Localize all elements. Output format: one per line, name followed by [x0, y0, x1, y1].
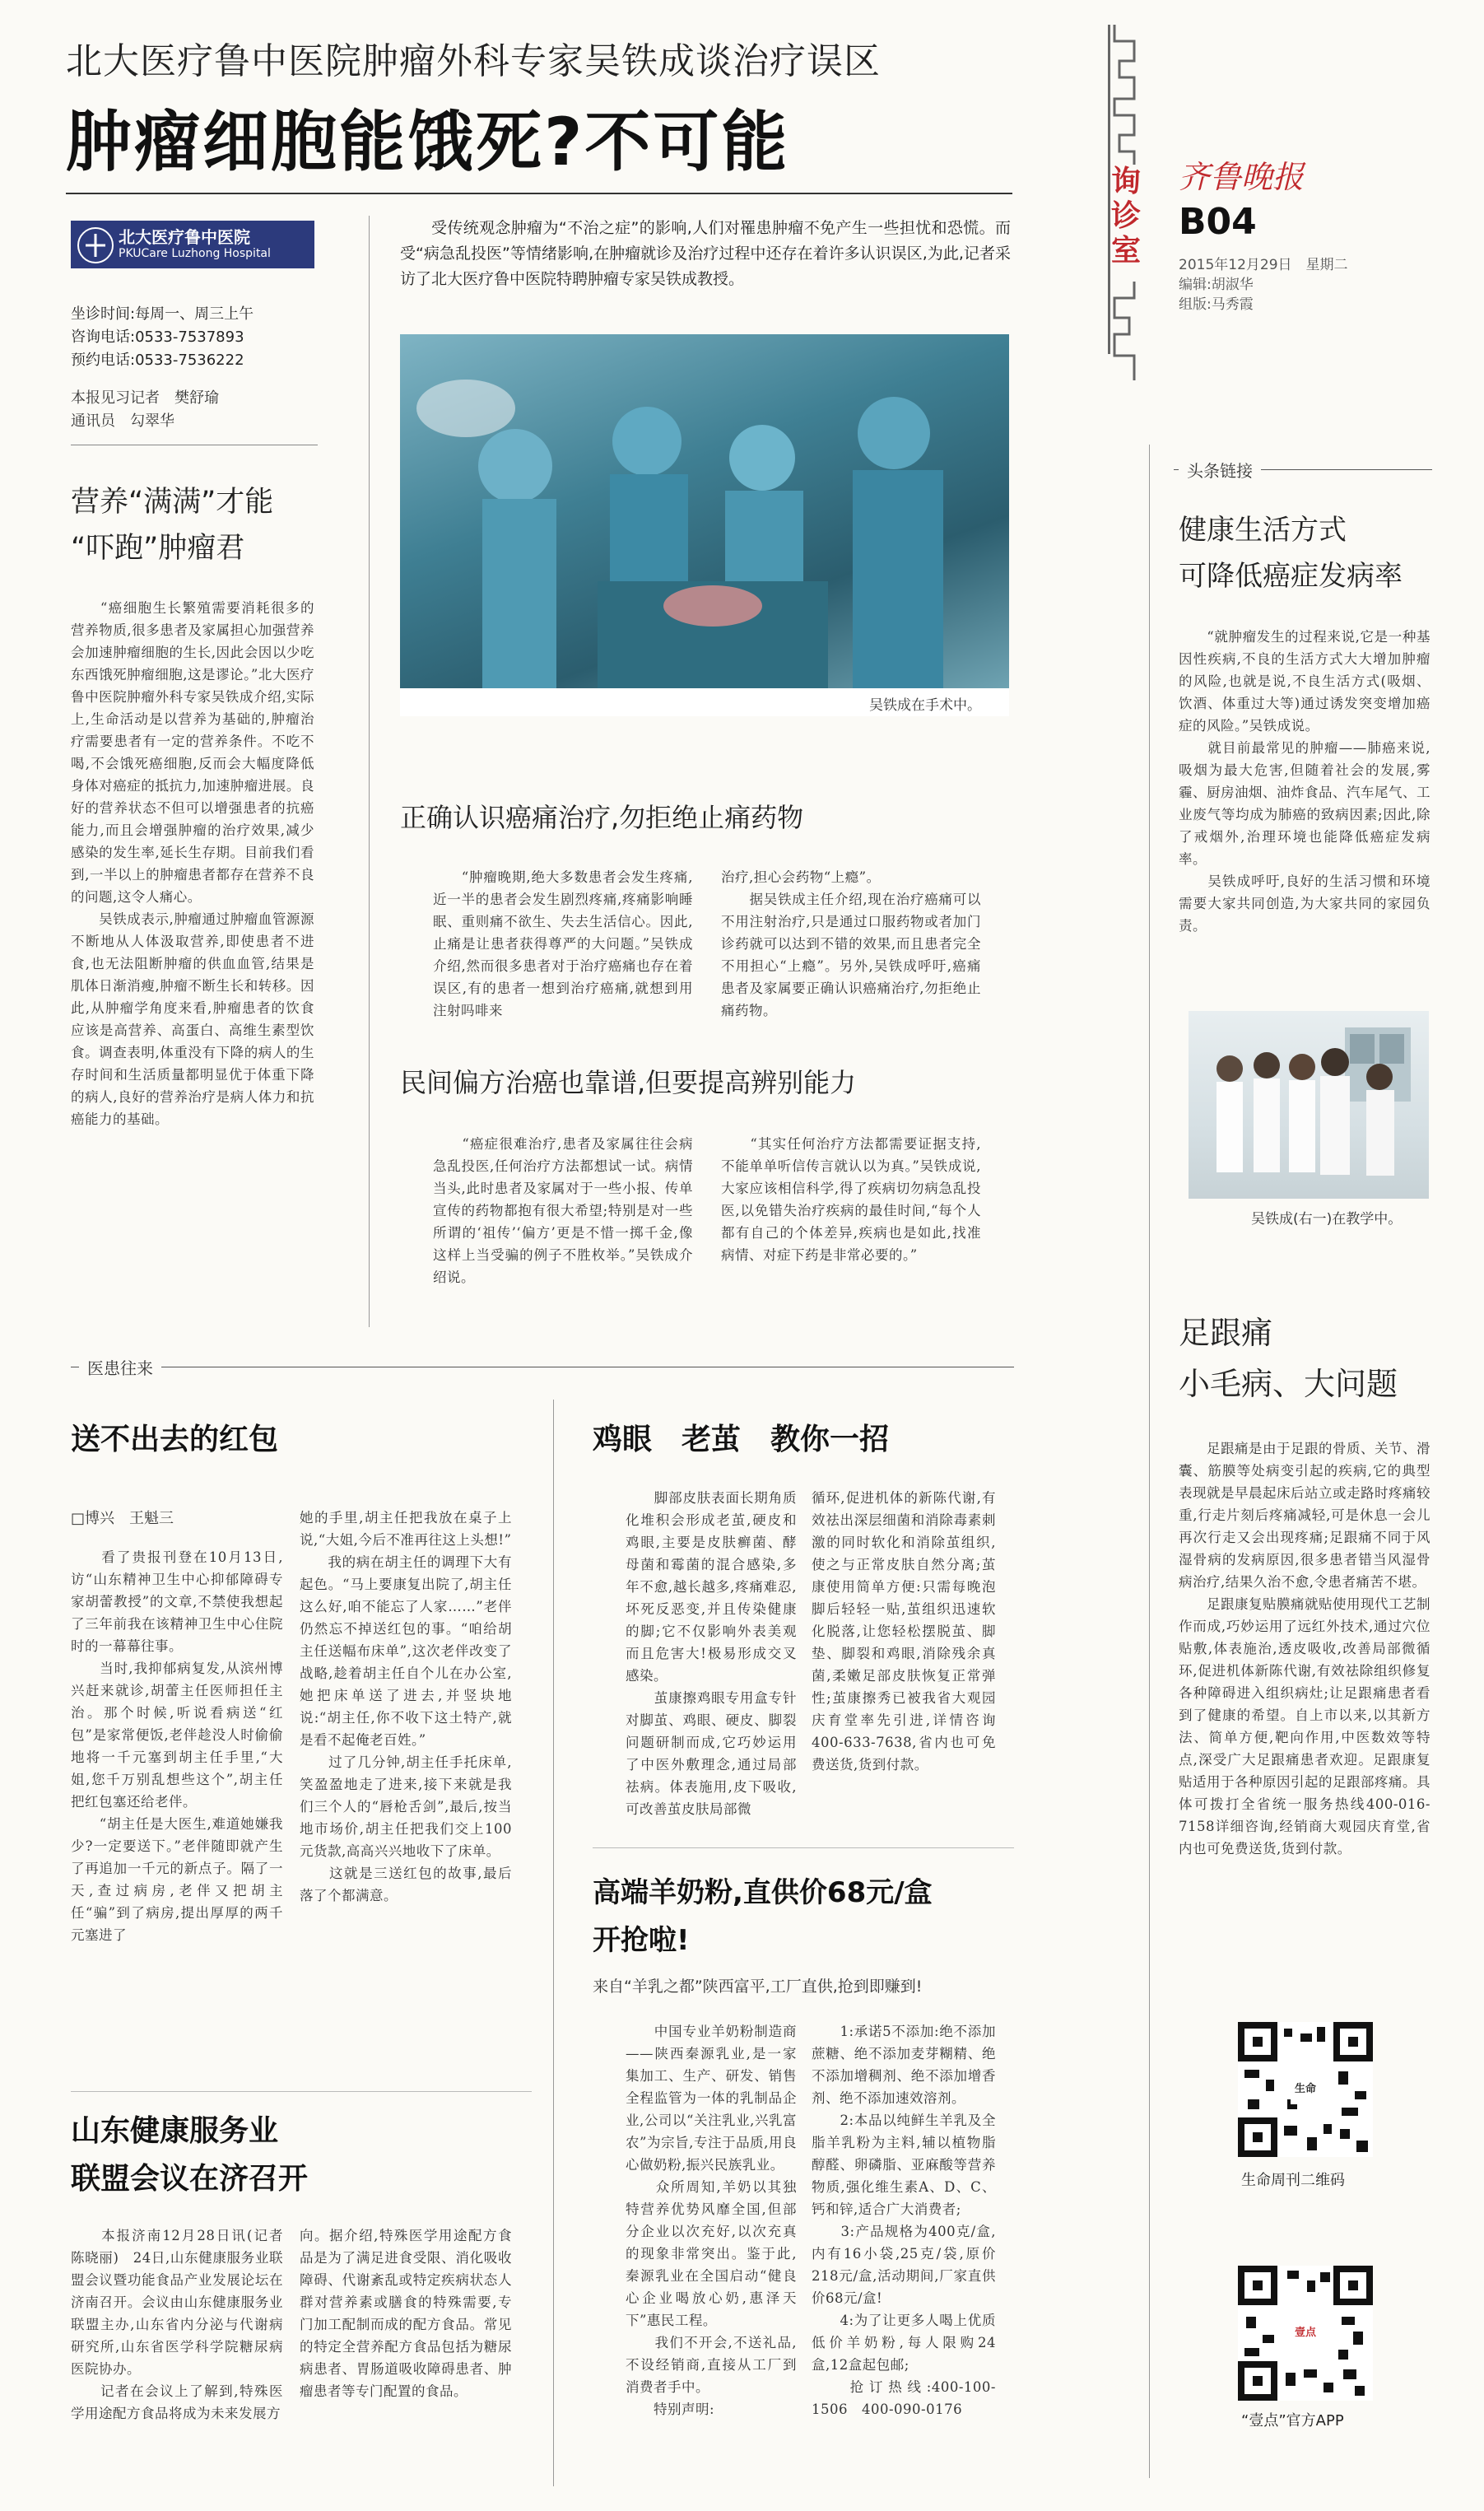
lead-paragraph: 受传统观念肿瘤为“不治之症”的影响,人们对罹患肿瘤不免产生一些担忧和恐慌。而受“病急乱投医”等情绪影响,在肿瘤就诊及治疗过程中还存在着许多认识误区,为此,记者采访了北大医疗鲁中医院特聘肿瘤专家吴铁成教授。: [400, 219, 1011, 288]
surgery-photo-caption: 吴铁成在手术中。: [869, 697, 981, 714]
section1-title: [71, 479, 273, 571]
section3-title: 民间偏方治癌也靠谱,但要提高辨别能力: [400, 1067, 857, 1098]
section1-title-line2: “吓跑”肿瘤君: [71, 532, 245, 565]
section2-col1: “肿瘤晚期,绝大多数患者会发生疼痛,近一半的患者会发生剧烈疼痛,疼痛影响睡眠、重则痛不欲生、失去生活信心。因此,止痛是让患者获得尊严的大问题。”吴铁成介绍,然而很多患者对于治疗癌痛也存在着误区,有的患者一想到治疗癌痛,就想到用注射吗啡来: [433, 869, 693, 1018]
qr-app-logo-icon: 壹点: [1289, 2318, 1322, 2348]
sidebar-article1-title-line2: 可降低癌症发病率: [1179, 560, 1403, 593]
story1-col2: 她的手里,胡主任把我放在桌子上说,“大姐,今后不准再往这上头想!” 我的病在胡主任的调理下大有起色。“马上要康复出院了,胡主任这么好,咱不能忘了人家……”老伴仍然忘不掉送红包的事。“咱给胡主任送幅布床单”,这次老伴改变了战略,趁着胡主任自个儿在办公室,她把床单送了进去,并竖块地说:“胡主任,你不收下这土特产,就是看不起俺老百姓。” 过了几分钟,胡主任手托床单,笑盈盈地走了进来,接下来就是我们三个人的“唇枪舌剑”,最后,按当地市场价,胡主任把我们交上100元货款,高高兴兴地收下了床单。 这就是三送红包的故事,最后落了个都满意。: [300, 1510, 512, 1903]
sidebar-article2-title-line1: 足跟痛: [1179, 1315, 1273, 1351]
section1-body: “癌细胞生长繁殖需要消耗很多的营养物质,很多患者及家属担心加强营养会加速肿瘤细胞的生长,因此会因以少吃东西饿死肿瘤细胞,这是谬论。”北大医疗鲁中医院肿瘤外科专家吴铁成介绍,实际上,生命活动是以营养为基础的,肿瘤治疗需要患者有一定的营养条件。不吃不喝,不会饿死癌细胞,反而会大幅度降低身体对癌症的抵抗力,加速肿瘤进展。良好的营养状态不但可以增强患者的抗癌能力,而且会增强肿瘤的治疗效果,减少感染的发生率,延长生存期。目前我们看到,一半以上的肿瘤患者都存在营养不良的问题,这令人痛心。 吴铁成表示,肿瘤通过肿瘤血管源源不断地从人体汲取营养,即使患者不进食,也无法阻断肿瘤的供血血管,结果是肌体日渐消瘦,肿瘤不断生长和转移。因此,从肿瘤学角度来看,肿瘤患者的饮食应该是高营养、高蛋白、高维生素型饮食。调查表明,体重没有下降的病人的生存时间和生活质量都明显优于体重下降的病人,良好的营养治疗是病人体力和抗癌能力的基础。: [71, 600, 314, 1127]
teaching-photo-caption: 吴铁成(右一)在教学中。: [1251, 1211, 1403, 1228]
story2-col1: 本报济南12月28日讯(记者 陈晓丽) 24日,山东健康服务业联盟会议暨功能食品产业发展论坛在济南召开。会议由山东健康服务业联盟主办,山东省内分泌与代谢病研究所,山东省医学科学院糖尿病医院协办。 记者在会议上了解到,特殊医学用途配方食品将成为未来发展方: [71, 2228, 283, 2421]
bottom-tab-label: 医患往来: [79, 1355, 161, 1379]
page-number: B04: [1179, 201, 1257, 243]
story2-title: 山东健康服务业 联盟会议在济召开: [71, 2114, 309, 2196]
section2-col2: 治疗,担心会药物“上瘾”。 据吴铁成主任介绍,现在治疗癌痛可以不用注射治疗,只是通过口服药物或者加门诊药就可以达到不错的效果,而且患者完全不用担心“上瘾”。另外,吴铁成呼吁,癌痛患者及家属要正确认识癌痛治疗,勿拒绝止痛药物。: [721, 869, 981, 1018]
qr-app-caption: “壹点”官方APP: [1241, 2412, 1344, 2429]
layout-editor: 组版:马秀霞: [1179, 296, 1254, 313]
clinic-info: [71, 303, 254, 372]
story3-col2: 循环,促进机体的新陈代谢,有效祛出深层细菌和消除毒素刺激的同时软化和消除茧组织,使之与正常皮肤自然分离;茧康使用简单方便:只需每晚泡脚后轻轻一贴,茧组织迅速软化脱落,让您轻松摆脱茧、脚垫、脚裂和鸡眼,消除残余真菌,柔嫩足部皮肤恢复正常弹性;茧康擦秀已被我省大观园庆育堂率先引进,详情咨询400-633-7638,省内也可免费送货,货到付款。: [812, 1490, 996, 1773]
story4-col2: 1:承诺5不添加:绝不添加蔗糖、绝不添加麦芽糊精、绝不添加增稠剂、绝不添加增香剂、绝不添加速效溶剂。 2:本品以纯鲜生羊乳及全脂羊乳粉为主料,辅以植物脂醇醛、卵磷脂、亚麻酸等营养物质,强化维生素A、D、C、钙和锌,适合广大消费者; 3:产品规格为400克/盒,内有16小袋,25克/袋,原价218元/盒,活动期间,厂家直供价68元/盒! 4:为了让更多人喝上优质低价羊奶粉,每人限购24盒,12盒起包邮; 抢订热线:400-100-1506 400-090-0176: [812, 2024, 996, 2417]
editor: 编辑:胡淑华: [1179, 277, 1254, 293]
hospital-logo-text: 北大医疗鲁中医院: [119, 227, 250, 247]
qr-weekly-logo-icon: 生命: [1291, 2075, 1320, 2104]
hospital-logo-sub: PKUCare Luzhong Hospital: [119, 247, 271, 260]
sidebar-article1-title-line1: 健康生活方式: [1179, 514, 1347, 547]
hospital-logo: [71, 221, 314, 268]
headline-rule: [66, 193, 1012, 194]
story4-col1: 中国专业羊奶粉制造商——陕西秦源乳业,是一家集加工、生产、研发、销售全程监管为一体的乳制品企业,公司以“关注乳业,兴乳富农”为宗旨,专注于品质,用良心做奶粉,振兴民族乳业。 众所周知,羊奶以其独特营养优势风靡全国,但部分企业以次充好,以次充真的现象非常突出。鉴于此,秦源乳业在全国启动“健良心企业喝放心奶,惠泽天下”惠民工程。 我们不开会,不送礼品,不设经销商,直接从工厂到消费者手中。 特别声明:: [626, 2024, 797, 2417]
section2-title: 正确认识癌痛治疗,勿拒绝止痛药物: [400, 802, 804, 833]
byline-reporter: 本报见习记者 樊舒瑜: [71, 389, 219, 407]
sidebar-article1-body: “就肿瘤发生的过程来说,它是一种基因性疾病,不良的生活方式大大增加肿瘤的风险,也就是说,不良生活方式(吸烟、饮酒、体重过大等)通过诱发突变增加癌症的风险。”吴铁成说。 就目前最常见的肿瘤——肺癌来说,吸烟为最大危害,但随着社会的发展,雾霾、厨房油烟、油炸食品、汽车尾气、工业废气等均成为肺癌的致病因素;因此,除了戒烟外,治理环境也能降低癌症发病率。 吴铁成呼吁,良好的生活习惯和环境需要大家共同创造,为大家共同的家园负责。: [1179, 629, 1431, 934]
clinic-hours: 坐诊时间:每周一、周三上午: [71, 305, 254, 323]
surgery-photo: [400, 334, 1009, 688]
story4-title: 高端羊奶粉,直供价68元/盒 开抢啦!: [593, 1876, 933, 1957]
section3-col2: “其实任何治疗方法都需要证据支持,不能单单听信传言就认以为真。”吴铁成说,大家应该相信科学,得了疾病切勿病急乱投医,以免错失治疗疾病的最佳时间,“每个人都有自己的个体差异,疾病也是如此,找准病情、对症下药是非常必要的。”: [721, 1136, 981, 1263]
story2-col2: 向。据介绍,特殊医学用途配方食品是为了满足进食受限、消化吸收障碍、代谢紊乱或特定疾病状态人群对营养素或膳食的特殊需要,专门加工配制而成的配方食品。常见的特定全营养配方食品包括为糖尿病患者、胃肠道吸收障碍患者、肿瘤患者等专门配置的食品。: [300, 2228, 512, 2399]
kicker: 北大医疗鲁中医院肿瘤外科专家吴铁成谈治疗误区: [66, 40, 881, 82]
consult-phone: 咨询电话:0533-7537893: [71, 328, 244, 346]
story1-col1: 看了贵报刊登在10月13日,访“山东精神卫生中心抑郁障碍专家胡蕾教授”的文章,不禁使我想起了三年前我在该精神卫生中心住院时的一幕幕往事。 当时,我抑郁病复发,从滨州博兴赶来就诊,胡蕾主任医师担任主治。那个时候,听说看病送“红包”是家常便饭,老伴趁没人时偷偷地将一千元塞到胡主任手里,“大姐,您千万别乱想些这个”,胡主任把红包塞还给老伴。 “胡主任是大医生,难道她嫌我少?一定要送下。”老伴随即就产生了再追加一千元的新点子。隔了一天,查过病房,老伴又把胡主任“骗”到了病房,提出厚厚的两千元塞进了: [71, 1549, 283, 1943]
story1-title: 送不出去的红包: [71, 1423, 279, 1456]
sidebar-article1-title: [1179, 507, 1403, 599]
masthead-ornament-bottom: [1113, 282, 1137, 380]
issue-date: 2015年12月29日 星期二: [1179, 257, 1348, 273]
story1-byline: □博兴 王魁三: [71, 1510, 174, 1527]
qr-code-app[interactable]: [1238, 2266, 1373, 2401]
qr-code-weekly[interactable]: [1238, 2022, 1373, 2157]
sidebar-article2-title: [1179, 1307, 1398, 1409]
hospital-emblem-icon: [77, 227, 114, 263]
qr-weekly-caption: 生命周刊二维码: [1241, 2172, 1345, 2189]
column-name: 询诊室: [1110, 165, 1141, 268]
byline-correspondent: 通讯员 勾翠华: [71, 412, 174, 430]
story3-col1: 脚部皮肤表面长期角质化堆积会形成老茧,硬皮和鸡眼,主要是皮肤癣菌、酵母菌和霉菌的混合感染,多年不愈,越长越多,疼痛难忍,坏死反恶变,并且传染健康的脚;它不仅影响外表美观而且危害大!极易形成交叉感染。 茧康擦鸡眼专用盒专针对脚茧、鸡眼、硬皮、脚裂问题研制而成,它巧妙运用了中医外敷理念,通过局部祛病。体表施用,皮下吸收,可改善茧皮肤局部微: [626, 1490, 797, 1817]
sidebar-article2-title-line2: 小毛病、大问题: [1179, 1366, 1398, 1402]
sidebar-tab-label: 头条链接: [1179, 458, 1261, 482]
section3-col1: “癌症很难治疗,患者及家属往往会病急乱投医,任何治疗方法都想试一试。病情当头,此时患者及家属对于一些小报、传单宣传的药物都抱有很大希望;特别是对一些所谓的‘祖传’‘偏方’更是不惜一掷千金,像这样上当受骗的例子不胜枚举。”吴铁成介绍说。: [433, 1136, 693, 1285]
story3-title: 鸡眼 老茧 教你一招: [593, 1423, 890, 1456]
section1-title-line1: 营养“满满”才能: [71, 486, 274, 519]
masthead-ornament-top: [1113, 25, 1137, 165]
masthead-meta: [1179, 255, 1348, 314]
teaching-photo: [1189, 1011, 1429, 1199]
paper-name: 齐鲁晚报: [1179, 159, 1305, 195]
story4-deck: 来自“羊乳之都”陕西富平,工厂直供,抢到即赚到!: [593, 1978, 923, 1996]
sidebar-article2-body: 足跟痛是由于足跟的骨质、关节、滑囊、筋膜等处病变引起的疾病,它的典型表现就是早晨起床后站立或走路时疼痛较重,行走片刻后疼痛减轻,可是休息一会儿再次行走又会出现疼痛;足跟痛不同于风湿骨病的发病原因,很多患者错当风湿骨病治疗,结果久治不愈,令患者痛苦不堪。 足跟康复贴膜痛就贴使用现代工艺制作而成,巧妙运用了远红外技术,通过穴位贴敷,体表施治,透皮吸收,改善局部微循环,促进机体新陈代谢,有效祛除组织修复各种障碍进入组织病灶;让足跟痛患者看到了健康的希望。自上市以来,以其新方法、简单方便,靶向作用,中医数效等特点,深受广大足跟痛患者欢迎。足跟康复贴适用于各种原因引起的足跟部疼痛。具体可拨打全省统一服务热线400-016-7158详细咨询,经销商大观园庆育堂,省内也可免费送货,货到付款。: [1179, 1441, 1431, 1856]
byline: [71, 387, 219, 433]
headline: 肿瘤细胞能饿死?不可能: [66, 104, 790, 180]
appointment-phone: 预约电话:0533-7536222: [71, 352, 244, 369]
